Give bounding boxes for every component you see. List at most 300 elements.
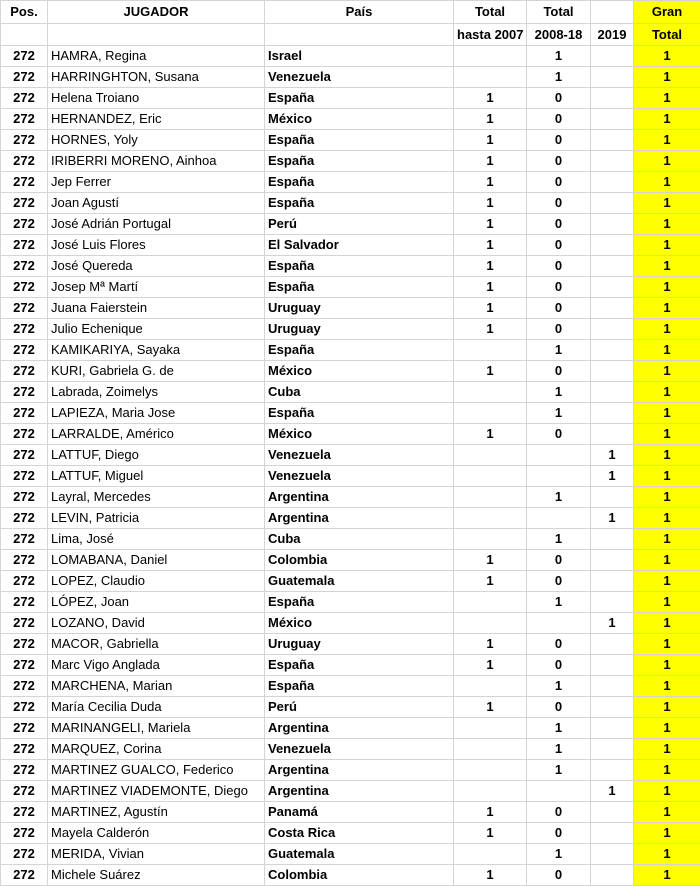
cell-gran-total[interactable]: 1 (634, 571, 700, 592)
header-pos[interactable]: Pos. (1, 1, 48, 24)
cell-total-2008-18[interactable]: 0 (527, 802, 591, 823)
cell-jugador[interactable]: MARTINEZ GUALCO, Federico (48, 760, 265, 781)
cell-pos[interactable]: 272 (1, 718, 48, 739)
cell-pais[interactable]: Venezuela (265, 445, 454, 466)
cell-total-2008-18[interactable]: 0 (527, 634, 591, 655)
cell-total-2008-18[interactable]: 0 (527, 697, 591, 718)
cell-pais[interactable]: Cuba (265, 382, 454, 403)
cell-total-hasta-2007[interactable]: 1 (454, 319, 527, 340)
cell-total-hasta-2007[interactable]: 1 (454, 550, 527, 571)
cell-total-2008-18[interactable]: 0 (527, 361, 591, 382)
cell-gran-total[interactable]: 1 (634, 760, 700, 781)
cell-total-hasta-2007[interactable]: 1 (454, 256, 527, 277)
header-2019-empty[interactable] (591, 1, 634, 24)
cell-jugador[interactable]: LATTUF, Diego (48, 445, 265, 466)
cell-jugador[interactable]: Lima, José (48, 529, 265, 550)
cell-total-2008-18[interactable]: 1 (527, 340, 591, 361)
cell-2019[interactable]: 1 (591, 466, 634, 487)
cell-gran-total[interactable]: 1 (634, 214, 700, 235)
cell-total-hasta-2007[interactable]: 1 (454, 151, 527, 172)
cell-jugador[interactable]: MARINANGELI, Mariela (48, 718, 265, 739)
cell-total-2008-18[interactable] (527, 613, 591, 634)
cell-pos[interactable]: 272 (1, 109, 48, 130)
cell-jugador[interactable]: Joan Agustí (48, 193, 265, 214)
cell-jugador[interactable]: LOMABANA, Daniel (48, 550, 265, 571)
header-pos-sub[interactable] (1, 24, 48, 46)
header-jugador-sub[interactable] (48, 24, 265, 46)
cell-pos[interactable]: 272 (1, 571, 48, 592)
cell-pos[interactable]: 272 (1, 382, 48, 403)
cell-total-hasta-2007[interactable]: 1 (454, 571, 527, 592)
cell-total-hasta-2007[interactable]: 1 (454, 277, 527, 298)
cell-gran-total[interactable]: 1 (634, 781, 700, 802)
cell-pais[interactable]: España (265, 676, 454, 697)
cell-2019[interactable] (591, 235, 634, 256)
cell-pos[interactable]: 272 (1, 172, 48, 193)
cell-gran-total[interactable]: 1 (634, 382, 700, 403)
cell-gran-total[interactable]: 1 (634, 865, 700, 886)
cell-gran-total[interactable]: 1 (634, 550, 700, 571)
cell-2019[interactable] (591, 151, 634, 172)
cell-pos[interactable]: 272 (1, 361, 48, 382)
cell-pos[interactable]: 272 (1, 760, 48, 781)
cell-2019[interactable] (591, 571, 634, 592)
cell-total-2008-18[interactable]: 0 (527, 298, 591, 319)
header-gran-total-sub[interactable]: Total (634, 24, 700, 46)
cell-pos[interactable]: 272 (1, 655, 48, 676)
cell-2019[interactable]: 1 (591, 508, 634, 529)
cell-jugador[interactable]: José Quereda (48, 256, 265, 277)
cell-jugador[interactable]: IRIBERRI MORENO, Ainhoa (48, 151, 265, 172)
table-row (1, 235, 700, 256)
cell-pos[interactable]: 272 (1, 529, 48, 550)
cell-2019[interactable] (591, 214, 634, 235)
cell-pais[interactable]: Argentina (265, 718, 454, 739)
cell-total-hasta-2007[interactable] (454, 67, 527, 88)
cell-gran-total[interactable]: 1 (634, 676, 700, 697)
table-row (1, 634, 700, 655)
cell-jugador[interactable]: LARRALDE, Américo (48, 424, 265, 445)
cell-pais[interactable]: España (265, 592, 454, 613)
cell-gran-total[interactable]: 1 (634, 88, 700, 109)
cell-2019[interactable]: 1 (591, 781, 634, 802)
cell-pais[interactable]: Venezuela (265, 466, 454, 487)
cell-total-2008-18[interactable]: 0 (527, 193, 591, 214)
cell-total-2008-18[interactable] (527, 445, 591, 466)
cell-pais[interactable]: México (265, 109, 454, 130)
cell-pos[interactable]: 272 (1, 613, 48, 634)
cell-total-hasta-2007[interactable]: 1 (454, 823, 527, 844)
cell-total-2008-18[interactable]: 1 (527, 382, 591, 403)
cell-pais[interactable]: Colombia (265, 865, 454, 886)
cell-total-2008-18[interactable] (527, 466, 591, 487)
cell-jugador[interactable]: LÓPEZ, Joan (48, 592, 265, 613)
cell-pos[interactable]: 272 (1, 130, 48, 151)
header-pais-sub[interactable] (265, 24, 454, 46)
cell-gran-total[interactable]: 1 (634, 172, 700, 193)
cell-total-hasta-2007[interactable]: 1 (454, 214, 527, 235)
cell-gran-total[interactable]: 1 (634, 403, 700, 424)
cell-total-hasta-2007[interactable] (454, 529, 527, 550)
cell-pais[interactable]: España (265, 130, 454, 151)
cell-jugador[interactable]: MACOR, Gabriella (48, 634, 265, 655)
cell-jugador[interactable]: LEVIN, Patricia (48, 508, 265, 529)
cell-total-2008-18[interactable]: 1 (527, 718, 591, 739)
cell-total-hasta-2007[interactable]: 1 (454, 865, 527, 886)
cell-2019[interactable] (591, 739, 634, 760)
cell-jugador[interactable]: Marc Vigo Anglada (48, 655, 265, 676)
cell-total-2008-18[interactable]: 0 (527, 277, 591, 298)
cell-pos[interactable]: 272 (1, 319, 48, 340)
cell-gran-total[interactable]: 1 (634, 340, 700, 361)
cell-gran-total[interactable]: 1 (634, 193, 700, 214)
cell-gran-total[interactable]: 1 (634, 655, 700, 676)
cell-pais[interactable]: España (265, 172, 454, 193)
cell-total-2008-18[interactable]: 0 (527, 571, 591, 592)
cell-gran-total[interactable]: 1 (634, 130, 700, 151)
cell-pos[interactable]: 272 (1, 802, 48, 823)
header-gran-total[interactable]: Gran (634, 1, 700, 24)
cell-gran-total[interactable]: 1 (634, 802, 700, 823)
cell-gran-total[interactable]: 1 (634, 46, 700, 67)
cell-pos[interactable]: 272 (1, 781, 48, 802)
cell-total-hasta-2007[interactable] (454, 718, 527, 739)
cell-2019[interactable] (591, 760, 634, 781)
header-jugador[interactable]: JUGADOR (48, 1, 265, 24)
cell-2019[interactable] (591, 67, 634, 88)
cell-pais[interactable]: Perú (265, 697, 454, 718)
cell-2019[interactable] (591, 298, 634, 319)
cell-total-hasta-2007[interactable]: 1 (454, 424, 527, 445)
cell-pos[interactable]: 272 (1, 340, 48, 361)
cell-2019[interactable] (591, 256, 634, 277)
cell-jugador[interactable]: Jep Ferrer (48, 172, 265, 193)
table-row (1, 592, 700, 613)
cell-jugador[interactable]: MERIDA, Vivian (48, 844, 265, 865)
cell-total-hasta-2007[interactable]: 1 (454, 361, 527, 382)
cell-jugador[interactable]: MARQUEZ, Corina (48, 739, 265, 760)
header-pais[interactable]: País (265, 1, 454, 24)
cell-pais[interactable]: Argentina (265, 508, 454, 529)
cell-total-hasta-2007[interactable]: 1 (454, 88, 527, 109)
cell-2019[interactable]: 1 (591, 445, 634, 466)
cell-total-2008-18[interactable]: 1 (527, 844, 591, 865)
cell-gran-total[interactable]: 1 (634, 487, 700, 508)
cell-pais[interactable]: Panamá (265, 802, 454, 823)
cell-pos[interactable]: 272 (1, 67, 48, 88)
cell-total-2008-18[interactable]: 0 (527, 109, 591, 130)
cell-jugador[interactable]: Mayela Calderón (48, 823, 265, 844)
cell-jugador[interactable]: Layral, Mercedes (48, 487, 265, 508)
cell-pos[interactable]: 272 (1, 193, 48, 214)
cell-total-2008-18[interactable]: 1 (527, 529, 591, 550)
cell-total-hasta-2007[interactable] (454, 403, 527, 424)
cell-total-hasta-2007[interactable] (454, 760, 527, 781)
cell-jugador[interactable]: MARTINEZ VIADEMONTE, Diego (48, 781, 265, 802)
cell-gran-total[interactable]: 1 (634, 823, 700, 844)
cell-2019[interactable] (591, 718, 634, 739)
cell-pais[interactable]: España (265, 256, 454, 277)
cell-pos[interactable]: 272 (1, 844, 48, 865)
cell-pais[interactable]: El Salvador (265, 235, 454, 256)
cell-jugador[interactable]: José Luis Flores (48, 235, 265, 256)
table-row (1, 466, 700, 487)
cell-jugador[interactable]: MARCHENA, Marian (48, 676, 265, 697)
cell-2019[interactable] (591, 109, 634, 130)
cell-total-hasta-2007[interactable] (454, 676, 527, 697)
cell-total-2008-18[interactable]: 1 (527, 487, 591, 508)
cell-total-hasta-2007[interactable]: 1 (454, 130, 527, 151)
cell-total-2008-18[interactable]: 0 (527, 424, 591, 445)
cell-2019[interactable] (591, 46, 634, 67)
cell-jugador[interactable]: KURI, Gabriela G. de (48, 361, 265, 382)
cell-total-2008-18[interactable]: 1 (527, 676, 591, 697)
cell-pais[interactable]: Uruguay (265, 298, 454, 319)
cell-pais[interactable]: Perú (265, 214, 454, 235)
cell-total-2008-18[interactable]: 1 (527, 760, 591, 781)
cell-pos[interactable]: 272 (1, 403, 48, 424)
cell-pos[interactable]: 272 (1, 466, 48, 487)
header-total-hasta-2007[interactable]: Total (454, 1, 527, 24)
cell-2019[interactable] (591, 802, 634, 823)
cell-pais[interactable]: España (265, 151, 454, 172)
header-2019[interactable]: 2019 (591, 24, 634, 46)
header-total-hasta-2007-sub[interactable]: hasta 2007 (454, 24, 527, 46)
cell-2019[interactable] (591, 592, 634, 613)
cell-jugador[interactable]: KAMIKARIYA, Sayaka (48, 340, 265, 361)
table-row (1, 319, 700, 340)
cell-2019[interactable] (591, 424, 634, 445)
cell-total-hasta-2007[interactable]: 1 (454, 235, 527, 256)
cell-total-hasta-2007[interactable] (454, 382, 527, 403)
cell-pais[interactable]: Argentina (265, 781, 454, 802)
cell-pais[interactable]: Cuba (265, 529, 454, 550)
cell-pos[interactable]: 272 (1, 865, 48, 886)
cell-total-2008-18[interactable]: 0 (527, 88, 591, 109)
cell-jugador[interactable]: HARRINGHTON, Susana (48, 67, 265, 88)
cell-2019[interactable] (591, 382, 634, 403)
cell-gran-total[interactable]: 1 (634, 151, 700, 172)
cell-gran-total[interactable]: 1 (634, 319, 700, 340)
cell-pais[interactable]: España (265, 655, 454, 676)
cell-total-hasta-2007[interactable]: 1 (454, 655, 527, 676)
cell-total-2008-18[interactable]: 0 (527, 214, 591, 235)
cell-gran-total[interactable]: 1 (634, 109, 700, 130)
cell-total-hasta-2007[interactable] (454, 340, 527, 361)
cell-pos[interactable]: 272 (1, 592, 48, 613)
cell-2019[interactable] (591, 130, 634, 151)
cell-pos[interactable]: 272 (1, 697, 48, 718)
cell-total-hasta-2007[interactable]: 1 (454, 172, 527, 193)
header-total-2008-18[interactable]: Total (527, 1, 591, 24)
cell-2019[interactable]: 1 (591, 613, 634, 634)
cell-pais[interactable]: Venezuela (265, 67, 454, 88)
cell-jugador[interactable]: Michele Suárez (48, 865, 265, 886)
cell-pos[interactable]: 272 (1, 739, 48, 760)
cell-gran-total[interactable]: 1 (634, 445, 700, 466)
cell-pais[interactable]: Argentina (265, 487, 454, 508)
cell-jugador[interactable]: Helena Troiano (48, 88, 265, 109)
cell-pais[interactable]: España (265, 277, 454, 298)
cell-pais[interactable]: Argentina (265, 760, 454, 781)
cell-total-hasta-2007[interactable] (454, 613, 527, 634)
cell-gran-total[interactable]: 1 (634, 697, 700, 718)
cell-jugador[interactable]: LAPIEZA, Maria Jose (48, 403, 265, 424)
cell-total-2008-18[interactable]: 0 (527, 235, 591, 256)
cell-pais[interactable]: España (265, 340, 454, 361)
cell-jugador[interactable]: HAMRA, Regina (48, 46, 265, 67)
cell-total-2008-18[interactable]: 0 (527, 151, 591, 172)
cell-gran-total[interactable]: 1 (634, 466, 700, 487)
cell-gran-total[interactable]: 1 (634, 424, 700, 445)
cell-2019[interactable] (591, 172, 634, 193)
cell-pos[interactable]: 272 (1, 46, 48, 67)
cell-pais[interactable]: México (265, 613, 454, 634)
cell-2019[interactable] (591, 844, 634, 865)
cell-2019[interactable] (591, 655, 634, 676)
cell-total-hasta-2007[interactable]: 1 (454, 109, 527, 130)
cell-2019[interactable] (591, 676, 634, 697)
cell-total-2008-18[interactable]: 0 (527, 319, 591, 340)
cell-pais[interactable]: Uruguay (265, 319, 454, 340)
cell-total-hasta-2007[interactable] (454, 844, 527, 865)
cell-total-2008-18[interactable]: 0 (527, 256, 591, 277)
cell-jugador[interactable]: LOZANO, David (48, 613, 265, 634)
cell-jugador[interactable]: María Cecilia Duda (48, 697, 265, 718)
cell-jugador[interactable]: LATTUF, Miguel (48, 466, 265, 487)
cell-2019[interactable] (591, 823, 634, 844)
cell-jugador[interactable]: HERNANDEZ, Eric (48, 109, 265, 130)
cell-total-2008-18[interactable]: 1 (527, 67, 591, 88)
cell-2019[interactable] (591, 697, 634, 718)
cell-gran-total[interactable]: 1 (634, 529, 700, 550)
cell-total-2008-18[interactable] (527, 508, 591, 529)
cell-2019[interactable] (591, 277, 634, 298)
cell-2019[interactable] (591, 865, 634, 886)
cell-total-2008-18[interactable]: 1 (527, 46, 591, 67)
cell-total-hasta-2007[interactable]: 1 (454, 193, 527, 214)
cell-jugador[interactable]: Julio Echenique (48, 319, 265, 340)
cell-pos[interactable]: 272 (1, 298, 48, 319)
cell-jugador[interactable]: MARTINEZ, Agustín (48, 802, 265, 823)
cell-pos[interactable]: 272 (1, 508, 48, 529)
cell-pos[interactable]: 272 (1, 445, 48, 466)
cell-pos[interactable]: 272 (1, 550, 48, 571)
cell-pais[interactable]: España (265, 88, 454, 109)
cell-total-hasta-2007[interactable]: 1 (454, 298, 527, 319)
cell-2019[interactable] (591, 361, 634, 382)
cell-gran-total[interactable]: 1 (634, 613, 700, 634)
cell-gran-total[interactable]: 1 (634, 739, 700, 760)
cell-pos[interactable]: 272 (1, 214, 48, 235)
cell-total-2008-18[interactable]: 1 (527, 592, 591, 613)
cell-pais[interactable]: España (265, 193, 454, 214)
cell-total-hasta-2007[interactable]: 1 (454, 634, 527, 655)
cell-2019[interactable] (591, 340, 634, 361)
cell-pos[interactable]: 272 (1, 634, 48, 655)
cell-total-hasta-2007[interactable] (454, 445, 527, 466)
cell-total-2008-18[interactable]: 0 (527, 130, 591, 151)
cell-pais[interactable]: España (265, 403, 454, 424)
cell-total-2008-18[interactable] (527, 781, 591, 802)
cell-gran-total[interactable]: 1 (634, 844, 700, 865)
cell-gran-total[interactable]: 1 (634, 634, 700, 655)
cell-pais[interactable]: Guatemala (265, 844, 454, 865)
cell-gran-total[interactable]: 1 (634, 235, 700, 256)
cell-gran-total[interactable]: 1 (634, 277, 700, 298)
cell-2019[interactable] (591, 403, 634, 424)
cell-total-2008-18[interactable]: 0 (527, 823, 591, 844)
cell-pais[interactable]: Venezuela (265, 739, 454, 760)
header-row-1 (1, 1, 700, 24)
cell-total-hasta-2007[interactable]: 1 (454, 802, 527, 823)
cell-total-hasta-2007[interactable] (454, 508, 527, 529)
cell-2019[interactable] (591, 88, 634, 109)
cell-pos[interactable]: 272 (1, 277, 48, 298)
cell-total-hasta-2007[interactable] (454, 46, 527, 67)
cell-2019[interactable] (591, 529, 634, 550)
cell-pos[interactable]: 272 (1, 676, 48, 697)
cell-jugador[interactable]: HORNES, Yoly (48, 130, 265, 151)
cell-pais[interactable]: Colombia (265, 550, 454, 571)
cell-total-hasta-2007[interactable] (454, 739, 527, 760)
cell-pais[interactable]: Israel (265, 46, 454, 67)
cell-pos[interactable]: 272 (1, 487, 48, 508)
cell-gran-total[interactable]: 1 (634, 298, 700, 319)
cell-pos[interactable]: 272 (1, 424, 48, 445)
cell-2019[interactable] (591, 193, 634, 214)
cell-total-hasta-2007[interactable] (454, 781, 527, 802)
cell-total-2008-18[interactable]: 0 (527, 550, 591, 571)
cell-total-2008-18[interactable]: 1 (527, 403, 591, 424)
cell-jugador[interactable]: Labrada, Zoimelys (48, 382, 265, 403)
cell-jugador[interactable]: Juana Faierstein (48, 298, 265, 319)
cell-gran-total[interactable]: 1 (634, 718, 700, 739)
cell-total-hasta-2007[interactable] (454, 487, 527, 508)
cell-pais[interactable]: México (265, 424, 454, 445)
cell-total-hasta-2007[interactable] (454, 466, 527, 487)
cell-gran-total[interactable]: 1 (634, 256, 700, 277)
cell-total-2008-18[interactable]: 0 (527, 865, 591, 886)
cell-gran-total[interactable]: 1 (634, 508, 700, 529)
cell-gran-total[interactable]: 1 (634, 361, 700, 382)
cell-2019[interactable] (591, 319, 634, 340)
cell-pos[interactable]: 272 (1, 823, 48, 844)
cell-total-hasta-2007[interactable] (454, 592, 527, 613)
cell-pos[interactable]: 272 (1, 151, 48, 172)
cell-gran-total[interactable]: 1 (634, 592, 700, 613)
cell-gran-total[interactable]: 1 (634, 67, 700, 88)
cell-2019[interactable] (591, 634, 634, 655)
cell-jugador[interactable]: José Adrián Portugal (48, 214, 265, 235)
cell-pais[interactable]: Guatemala (265, 571, 454, 592)
cell-pais[interactable]: Costa Rica (265, 823, 454, 844)
cell-total-hasta-2007[interactable]: 1 (454, 697, 527, 718)
cell-jugador[interactable]: LOPEZ, Claudio (48, 571, 265, 592)
cell-pais[interactable]: Uruguay (265, 634, 454, 655)
cell-total-2008-18[interactable]: 1 (527, 739, 591, 760)
cell-total-2008-18[interactable]: 0 (527, 655, 591, 676)
cell-2019[interactable] (591, 487, 634, 508)
cell-pos[interactable]: 272 (1, 88, 48, 109)
cell-2019[interactable] (591, 550, 634, 571)
cell-jugador[interactable]: Josep Mª Martí (48, 277, 265, 298)
cell-pos[interactable]: 272 (1, 256, 48, 277)
cell-pais[interactable]: México (265, 361, 454, 382)
cell-total-2008-18[interactable]: 0 (527, 172, 591, 193)
cell-pos[interactable]: 272 (1, 235, 48, 256)
header-total-2008-18-sub[interactable]: 2008-18 (527, 24, 591, 46)
